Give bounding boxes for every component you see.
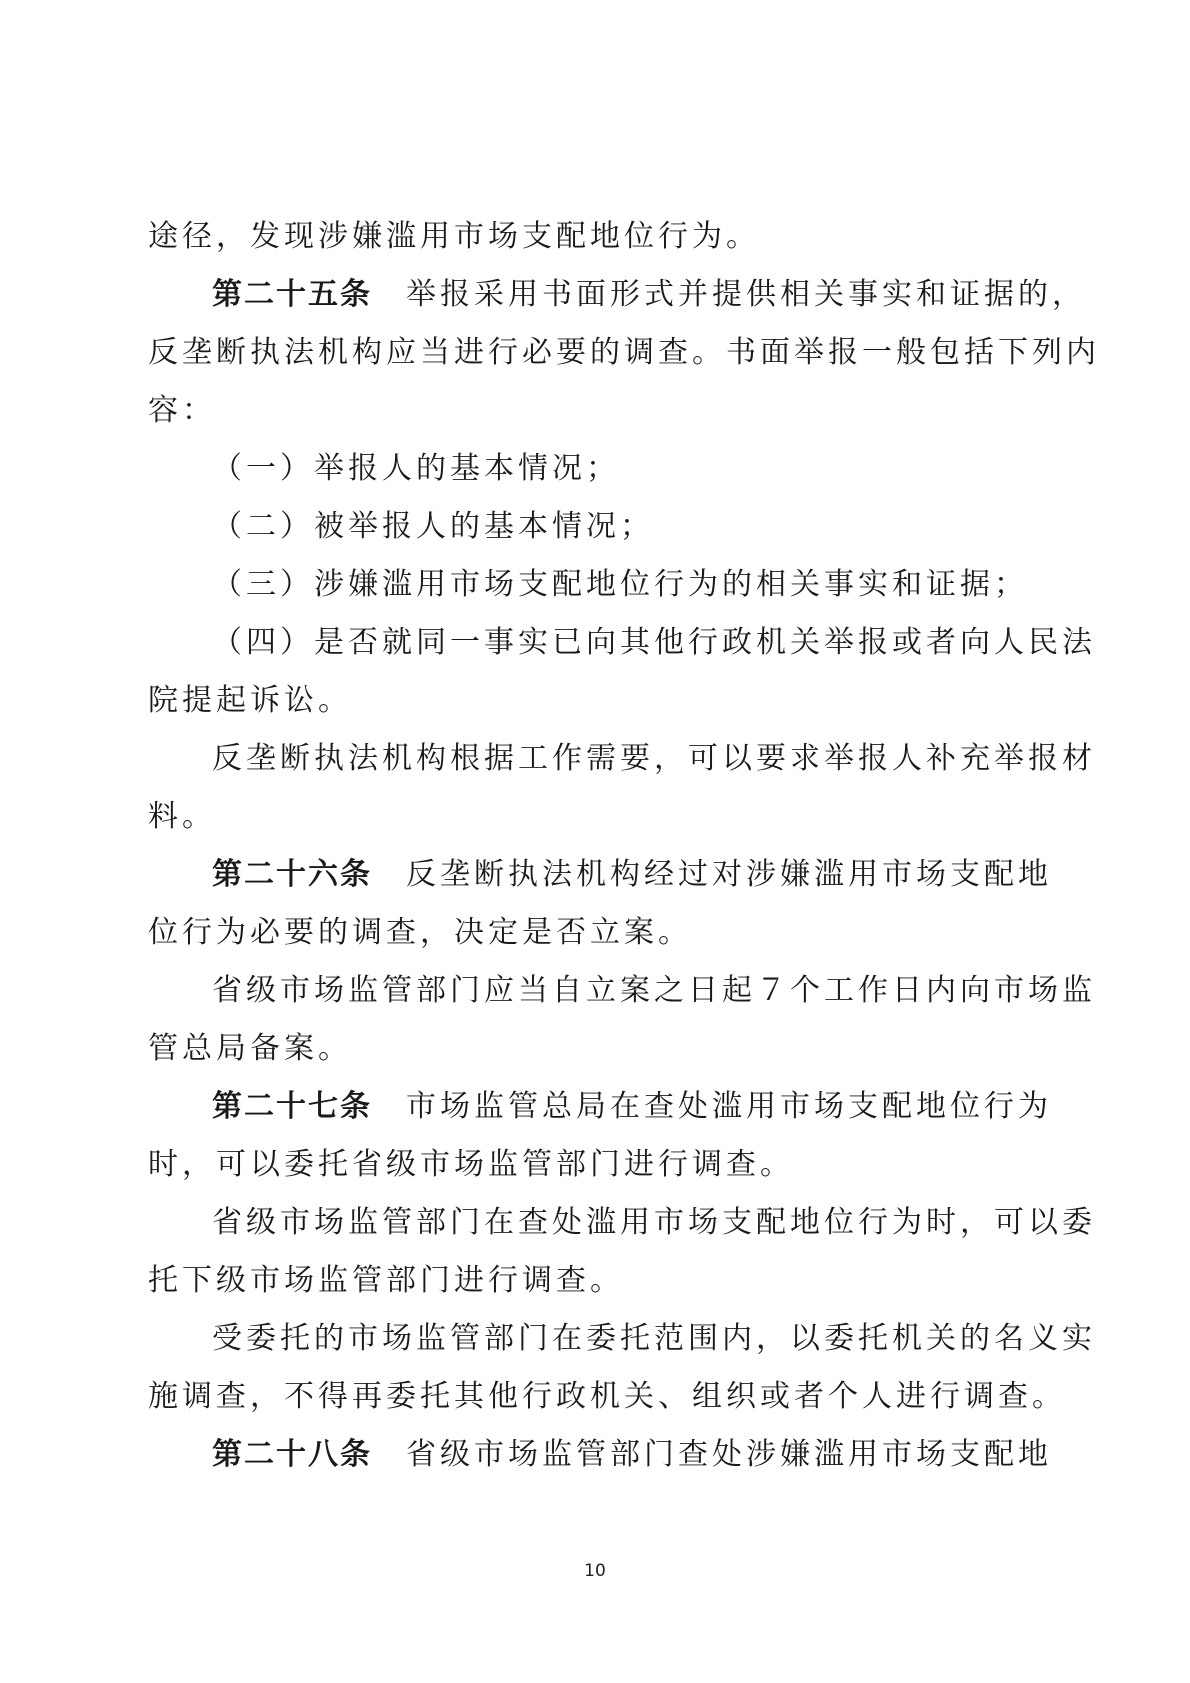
article-25-text: 举报采用书面形式并提供相关事实和证据的， — [406, 277, 1086, 312]
page-number: 10 — [584, 1561, 606, 1581]
list-item: （三）涉嫌滥用市场支配地位行为的相关事实和证据； — [212, 567, 1028, 602]
article-28-line — [148, 1426, 1052, 1484]
article-27-line — [148, 1078, 1052, 1136]
article-26-text: 反垄断执法机构经过对涉嫌滥用市场支配地 — [406, 857, 1052, 892]
text-line: 容： — [148, 393, 216, 428]
article-27-heading: 第二十七条 — [212, 1089, 372, 1124]
article-28-text: 省级市场监管部门查处涉嫌滥用市场支配地 — [406, 1437, 1052, 1472]
list-item: （一）举报人的基本情况； — [212, 451, 620, 486]
article-25-heading: 第二十五条 — [212, 277, 372, 312]
text-line: 院提起诉讼。 — [148, 683, 352, 718]
text-line: 反垄断执法机构应当进行必要的调查。书面举报一般包括下列内 — [148, 335, 1100, 370]
text-line: 位行为必要的调查，决定是否立案。 — [148, 915, 692, 950]
article-26-heading: 第二十六条 — [212, 857, 372, 892]
text-line: 受委托的市场监管部门在委托范围内，以委托机关的名义实 — [212, 1321, 1096, 1356]
text-line: 省级市场监管部门应当自立案之日起７个工作日内向市场监 — [212, 973, 1096, 1008]
text-line: 时，可以委托省级市场监管部门进行调查。 — [148, 1147, 794, 1182]
text-line: 途径，发现涉嫌滥用市场支配地位行为。 — [148, 219, 760, 254]
text-line: 料。 — [148, 799, 216, 834]
article-26-line — [148, 846, 1052, 904]
list-item: （四）是否就同一事实已向其他行政机关举报或者向人民法 — [212, 625, 1096, 660]
article-25-line — [148, 266, 1086, 324]
text-line: 托下级市场监管部门进行调查。 — [148, 1263, 624, 1298]
text-line: 省级市场监管部门在查处滥用市场支配地位行为时，可以委 — [212, 1205, 1096, 1240]
text-line: 施调查，不得再委托其他行政机关、组织或者个人进行调查。 — [148, 1379, 1066, 1414]
article-27-text: 市场监管总局在查处滥用市场支配地位行为 — [406, 1089, 1052, 1124]
text-line: 反垄断执法机构根据工作需要，可以要求举报人补充举报材 — [212, 741, 1096, 776]
text-line: 管总局备案。 — [148, 1031, 352, 1066]
document-body — [148, 208, 1100, 1484]
list-item: （二）被举报人的基本情况； — [212, 509, 654, 544]
article-28-heading: 第二十八条 — [212, 1437, 372, 1472]
